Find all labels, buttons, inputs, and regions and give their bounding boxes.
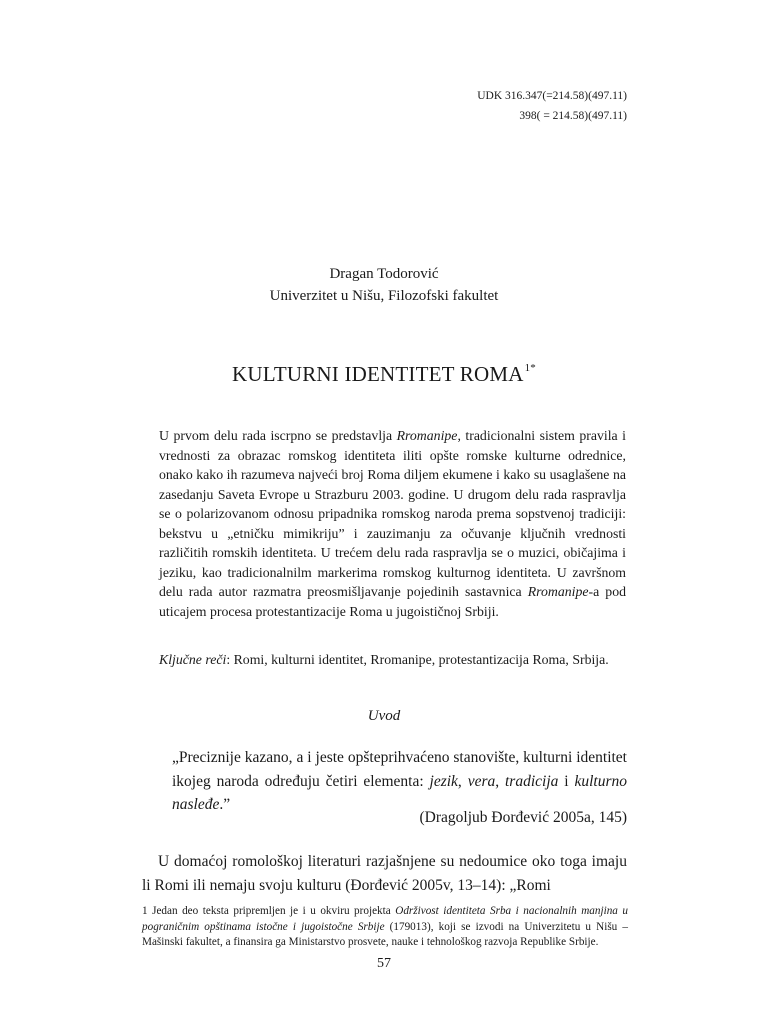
quote-text: „Preciznije kazano, a i jeste opšteprihvaćeno stanovište, kulturni identitet ikojeg naroda određuju četiri elementa: [172,749,627,790]
quote-text: .” [219,796,231,813]
udk-line-1: UDK 316.347(=214.58)(497.11) [477,90,627,102]
footnote-text: (179013), koji se izvodi na Univerzitetu u Nišu – Mašinski fakultet, a finansira ga Ministarstvo prosvete, nauke i tehnološkog razvoja Republike Srbije. [142,920,628,948]
abstract-text-1: U prvom delu rada iscrpno se predstavlja [159,428,397,443]
author-block [0,263,768,307]
quote-term: tradicija [505,772,559,790]
udk-line-2: 398( = 214.58)(497.11) [519,110,627,122]
paper-title [0,362,768,387]
abstract [159,426,626,621]
body-paragraph: U domaćoj romološkoj literaturi razjašnjene su nedoumice oko toga imaju li Romi ili nemaju svoju kulturu (Đorđević 2005v, 13–14): „Romi [142,853,627,894]
keywords [159,650,629,670]
quote-text: , [457,772,468,790]
abstract-text-3: -a pod uticajem procesa protestantizacije Roma u jugoističnoj Srbiji. [159,584,626,619]
quote-term: vera [467,772,496,790]
quote-term: kulturno nasleđe [172,772,627,813]
abstract-term-2: Rromanipe [527,584,589,599]
author-affiliation: Univerzitet u Nišu, Filozofski fakultet [269,288,499,304]
udk-classification [477,86,627,126]
author-name: Dragan Todorović [329,266,439,282]
quote-text: i [558,772,575,790]
title-footnote-marker: 1* [524,362,536,374]
quote-citation: (Dragoljub Đorđević 2005a, 145) [419,809,627,826]
abstract-text-2: , tradicionalni sistem pravila i vrednosti za obrazac romskog identiteta iliti opšte romske kulturne odrednice, onako kako ih razumeva najveći broj Roma diljem ekumene i kako su usaglašene na zasedanju Saveta Evrope u Strazburu 2003. godine. U drugom delu rada raspravlja se o polarizovanom odnosu pripadnika romskog naroda prema sopstvenoj tradiciji: bekstvu u „etničku mimikriju” i zauzimanju za očuvanje ključnih vrednosti različitih romskih identiteta. U trećem delu rada raspravlja se o muzici, običajima i jeziku, kao tradicionalnilm markerima romskog kulturnog identiteta. U završnom delu rada autor razmatra preosmišljavanje pojedinih sastavnica [159,428,627,599]
page-number: 57 [377,956,391,971]
keywords-text: : Romi, kulturni identitet, Rromanipe, protestantizacija Roma, Srbija. [226,652,609,667]
footnote-marker: 1 [142,905,148,917]
quote-text: , [495,772,505,790]
paper-title-text: KULTURNI IDENTITET ROMA [232,362,524,386]
quote-term: jezik [429,772,458,790]
keywords-label: Ključne reči [159,652,227,667]
abstract-term-1: Rromanipe [396,428,458,443]
section-heading: Uvod [367,708,401,724]
footnote [142,904,628,951]
footnote-project-title: Održivost identiteta Srba i nacionalnih manjina u pograničnim opštinama istočne i jugoistočne Srbije [142,905,628,933]
abstract-paragraph [159,426,626,621]
footnote-text: Jedan deo teksta pripremljen je i u okviru projekta [147,905,396,917]
